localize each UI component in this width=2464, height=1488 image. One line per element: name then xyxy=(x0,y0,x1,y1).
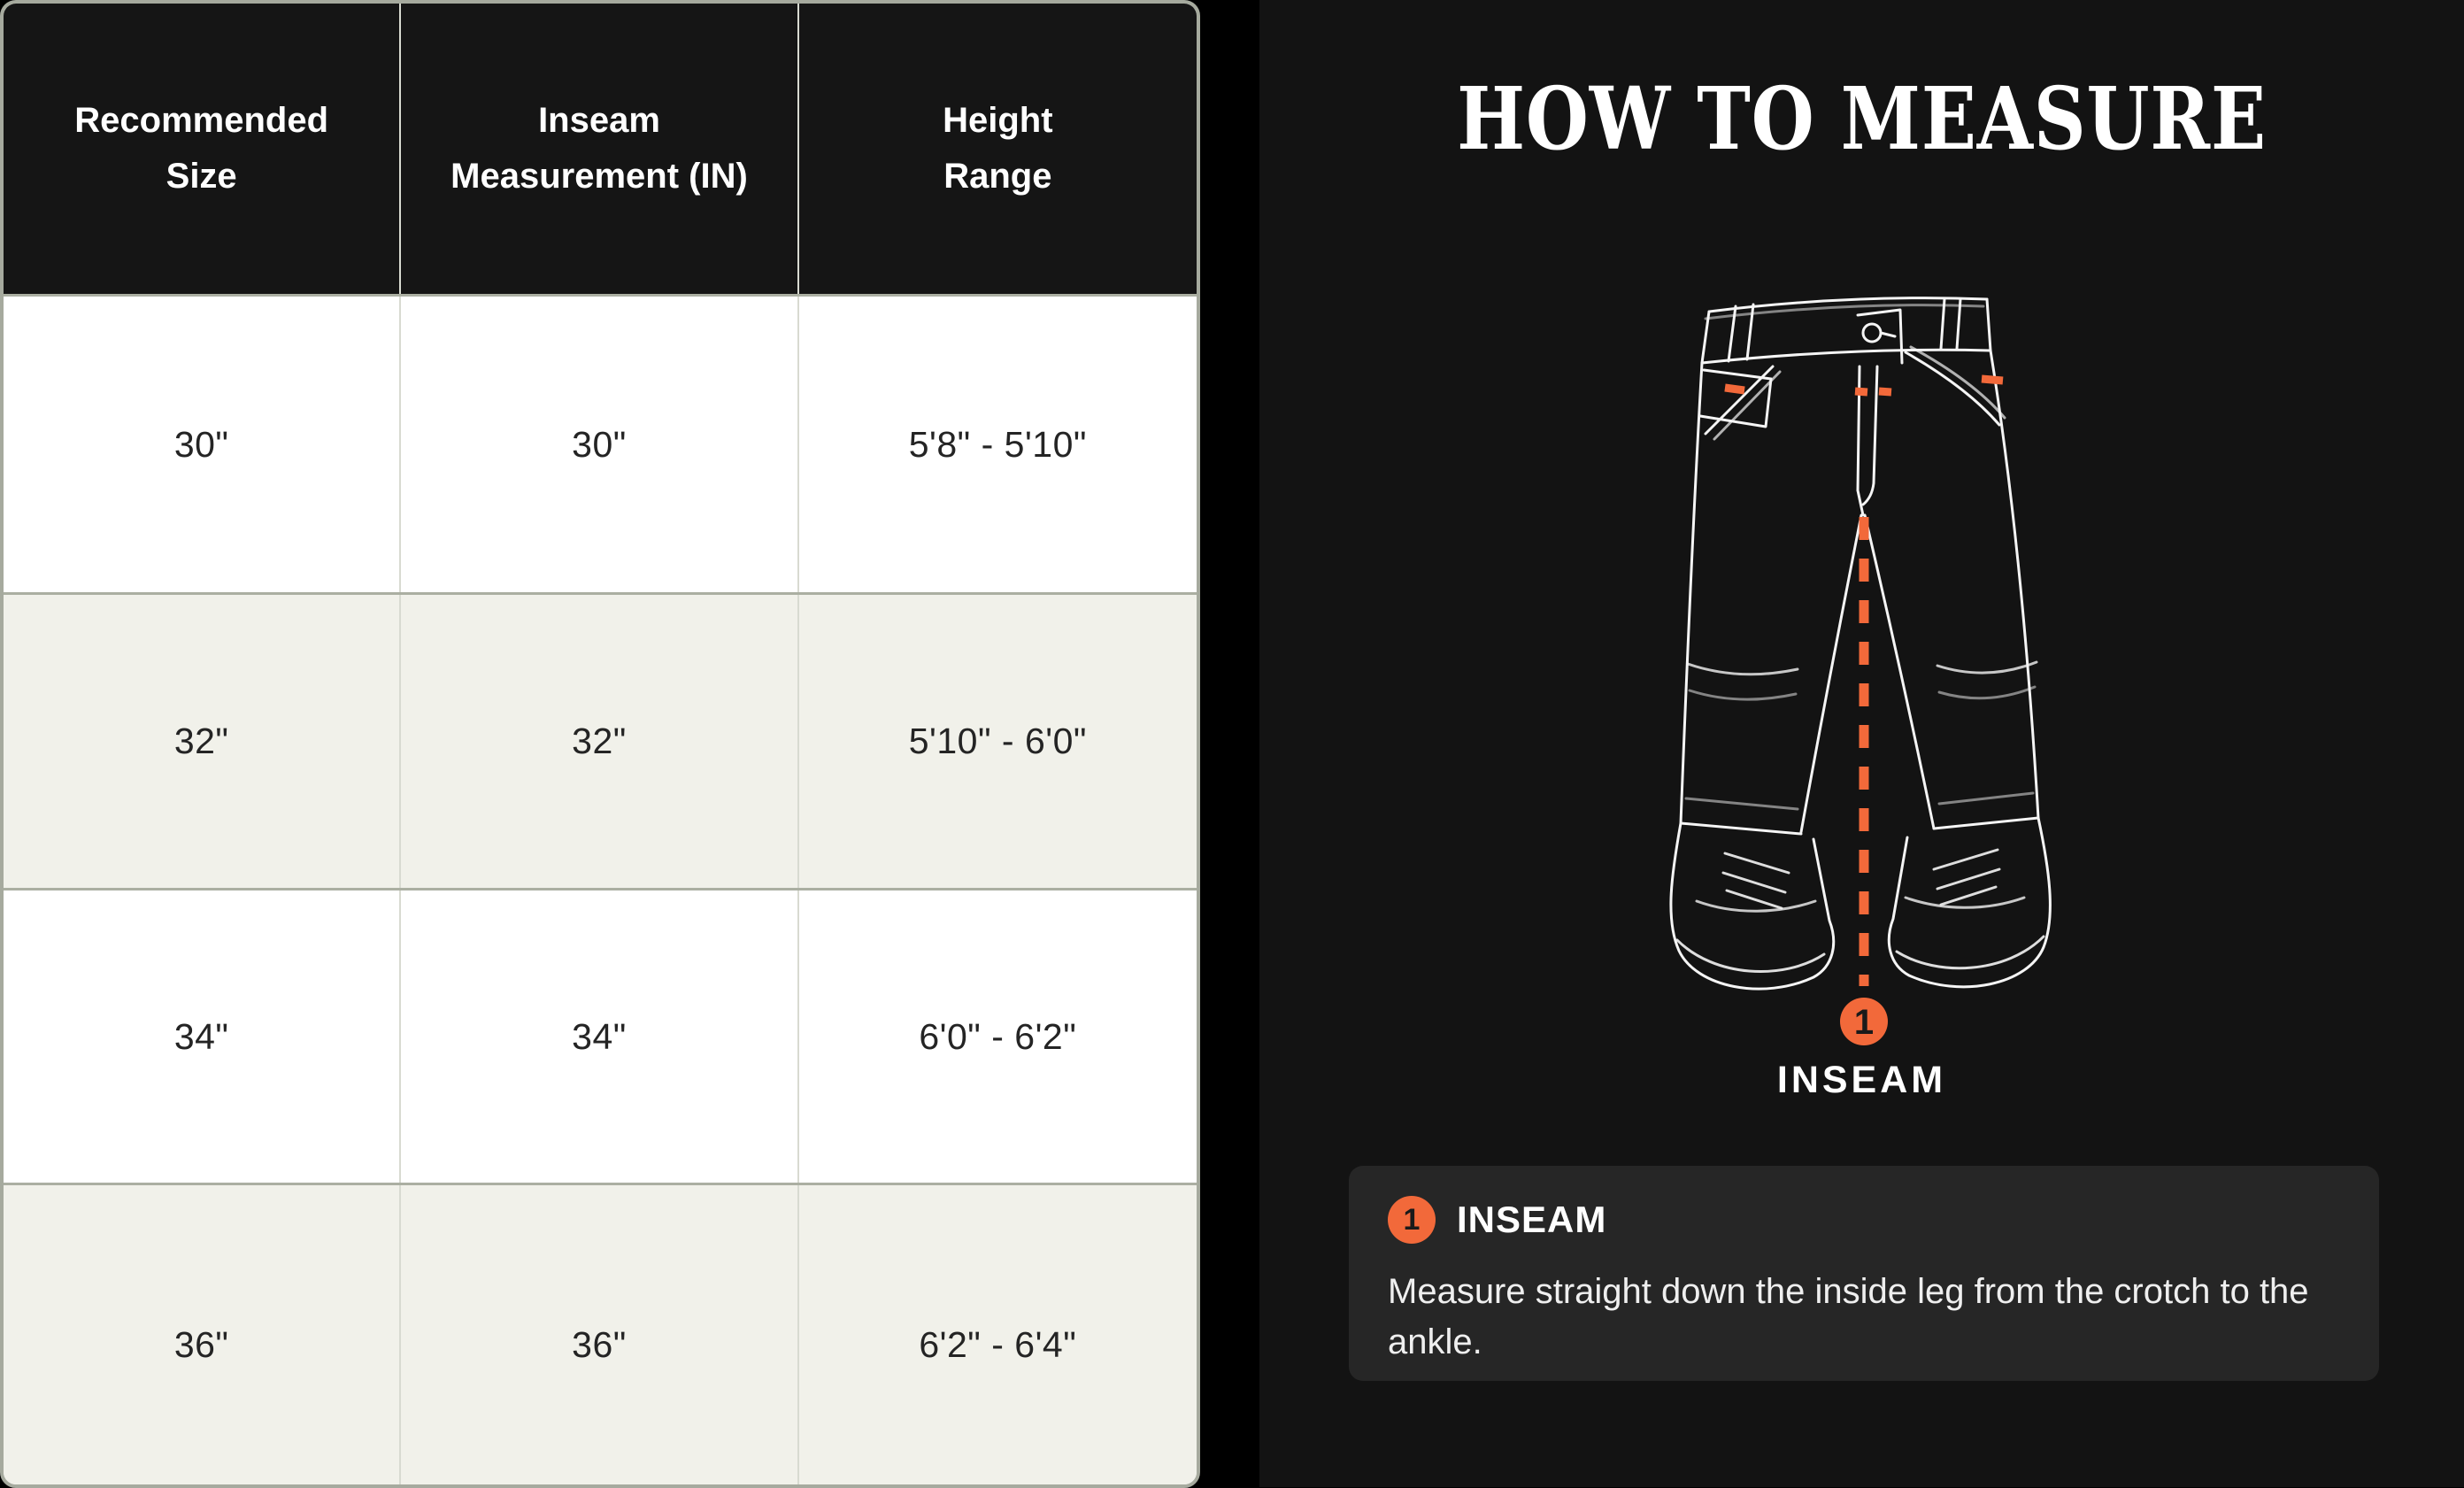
callout-header xyxy=(1388,1196,2340,1244)
cell-inseam: 30" xyxy=(401,297,798,592)
column-header-inseam-measurement xyxy=(401,4,798,294)
table-row xyxy=(4,592,1197,888)
header-line: Measurement (IN) xyxy=(450,157,748,196)
panel-title: HOW TO MEASURE xyxy=(1457,68,2267,169)
cell-height-range: 5'8" - 5'10" xyxy=(799,297,1197,592)
inseam-figure-label: INSEAM xyxy=(1776,1059,1947,1101)
cell-inseam: 34" xyxy=(401,890,798,1183)
column-header-height-range xyxy=(799,4,1197,294)
header-line: Height xyxy=(943,100,1053,140)
cell-size: 34" xyxy=(4,890,401,1183)
cell-size: 32" xyxy=(4,595,401,888)
callout-description: Measure straight down the inside leg from the crotch to the ankle. xyxy=(1388,1272,2309,1361)
table-header-row xyxy=(4,4,1197,294)
table-row xyxy=(4,294,1197,592)
table-row xyxy=(4,1183,1197,1488)
inseam-marker-number: 1 xyxy=(1853,1003,1875,1042)
header-line: Inseam xyxy=(538,100,660,140)
cell-inseam: 36" xyxy=(401,1185,798,1488)
cell-size: 36" xyxy=(4,1185,401,1488)
size-chart-table xyxy=(0,0,1200,1488)
cell-height-range: 5'10" - 6'0" xyxy=(799,595,1197,888)
column-header-recommended-size xyxy=(4,4,401,294)
header-line: Recommended xyxy=(74,100,329,140)
inseam-callout-card xyxy=(1349,1166,2379,1381)
inseam-step-badge: 1 xyxy=(1388,1196,1436,1244)
table-row xyxy=(4,888,1197,1183)
header-line: Size xyxy=(166,157,237,196)
cell-inseam: 32" xyxy=(401,595,798,888)
header-line: Range xyxy=(943,157,1052,196)
cell-height-range: 6'2" - 6'4" xyxy=(799,1185,1197,1488)
callout-title: INSEAM xyxy=(1457,1199,1607,1240)
pants-line-drawing-svg xyxy=(1640,281,2083,1078)
cell-height-range: 6'0" - 6'2" xyxy=(799,890,1197,1183)
cell-size: 30" xyxy=(4,297,401,592)
pants-illustration xyxy=(1640,281,2083,1078)
how-to-measure-panel xyxy=(1259,0,2464,1487)
